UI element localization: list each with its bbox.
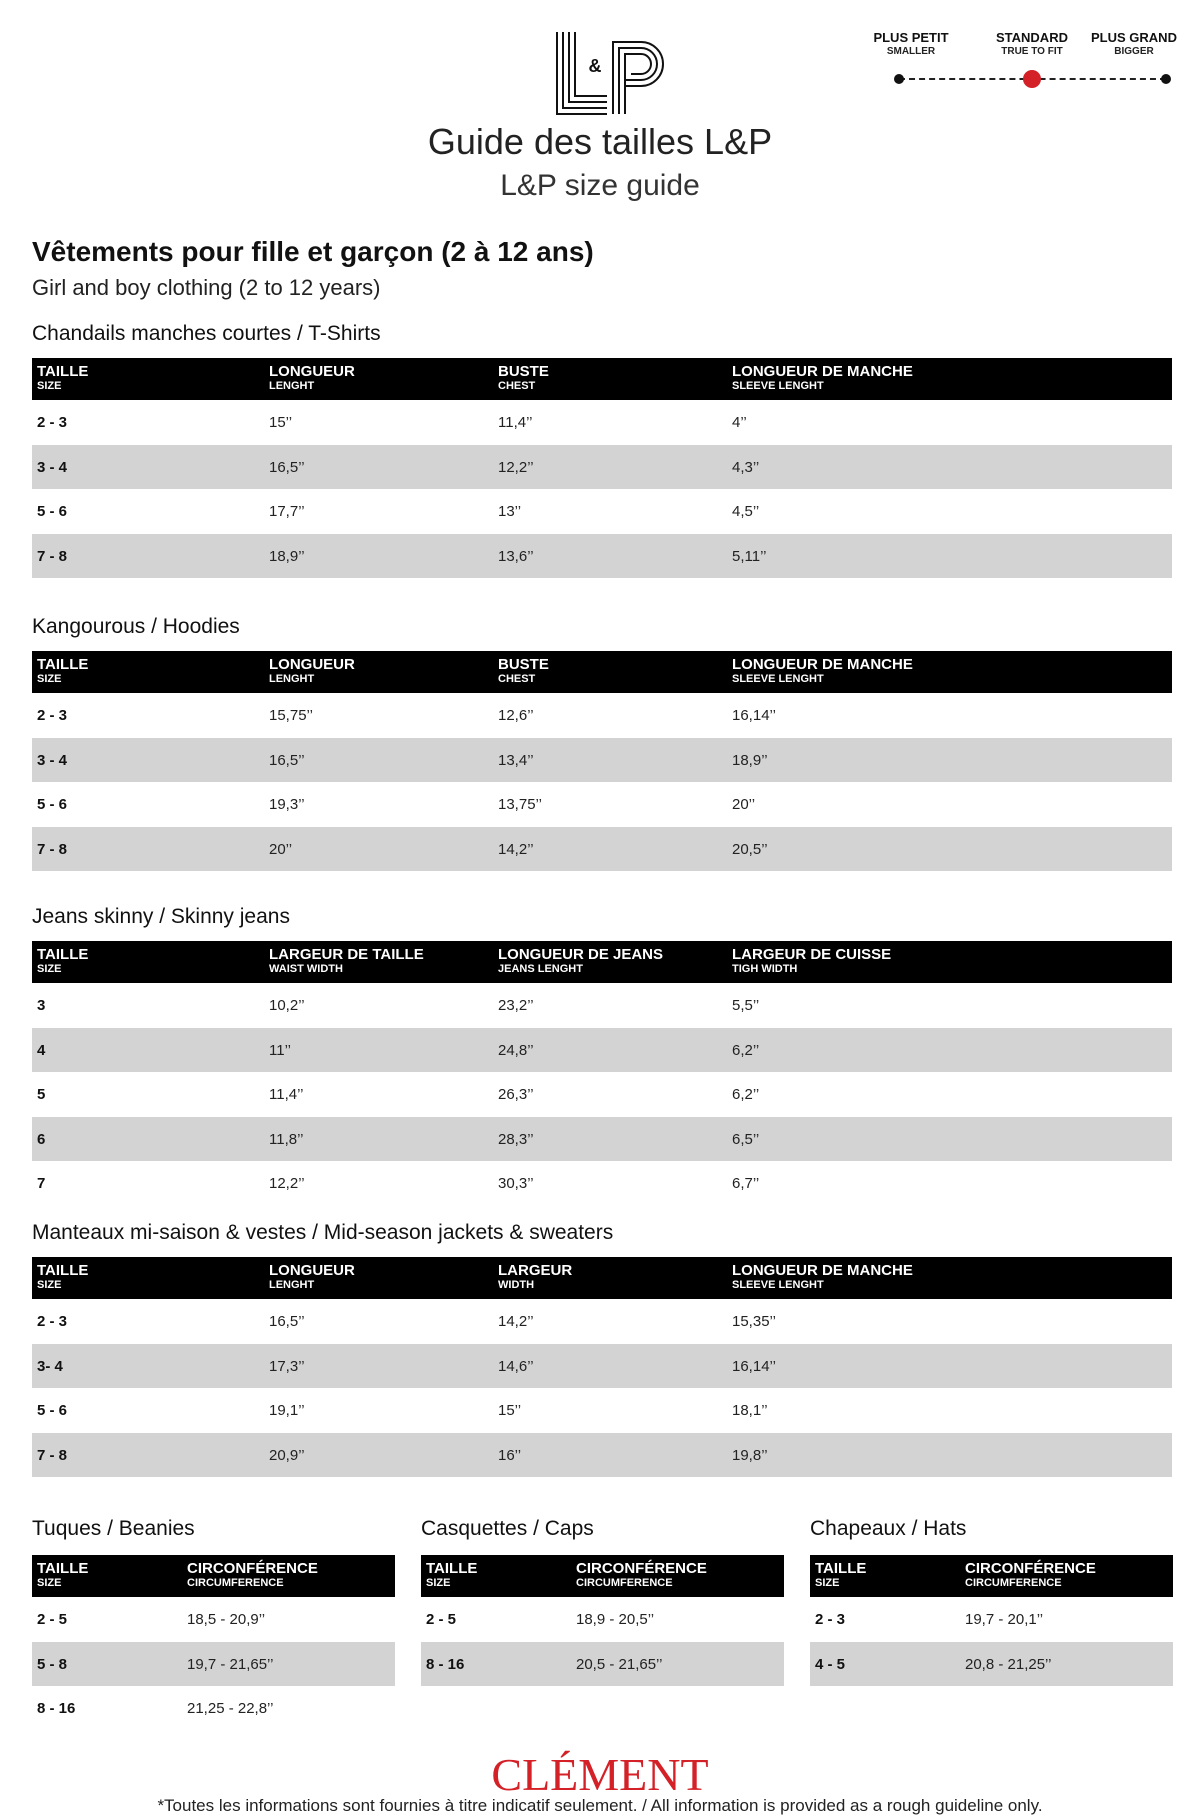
caps-table (421, 1555, 784, 1686)
lp-logo (555, 30, 665, 116)
value-cell: 15,35’’ (732, 1313, 776, 1330)
column-header-fr: CIRCONFÉRENCE (187, 1560, 318, 1577)
value-cell: 20,8 - 21,25’’ (965, 1655, 1052, 1673)
size-cell: 2 - 5 (37, 1611, 68, 1628)
jeans-table (32, 941, 1172, 1206)
value-cell: 6,7’’ (732, 1175, 760, 1192)
value-cell: 17,3’’ (269, 1357, 305, 1375)
table-row (32, 1433, 1172, 1478)
column-header-fr: TAILLE (426, 1560, 478, 1577)
column-header (37, 1560, 88, 1590)
hoodies-table (32, 651, 1172, 871)
value-cell: 11,8’’ (269, 1130, 304, 1148)
table-header (421, 1555, 784, 1597)
jackets-heading: Manteaux mi-saison & vestes / Mid-season jackets & sweaters (32, 1221, 614, 1244)
column-header-en: SLEEVE LENGHT (732, 673, 824, 685)
column-header (498, 946, 663, 976)
value-cell: 12,2’’ (498, 458, 534, 476)
column-header-fr: TAILLE (815, 1560, 867, 1577)
beanies-heading: Tuques / Beanies (32, 1517, 195, 1540)
value-cell: 20,5’’ (732, 840, 768, 858)
column-header (732, 946, 891, 976)
column-header (498, 1262, 572, 1292)
value-cell: 11,4’’ (498, 414, 533, 431)
table-header (32, 651, 1172, 693)
value-cell: 12,6’’ (498, 707, 534, 724)
value-cell: 19,8’’ (732, 1446, 768, 1464)
column-header-fr: LARGEUR DE TAILLE (269, 946, 424, 963)
clement-logo: CLÉMENT (491, 1749, 709, 1800)
value-cell: 19,1’’ (269, 1402, 305, 1419)
value-cell: 23,2’’ (498, 997, 534, 1014)
table-header (32, 358, 1172, 400)
column-header-en: LENGHT (269, 673, 315, 685)
size-cell: 3- 4 (37, 1357, 63, 1375)
column-header (269, 946, 424, 976)
table-row (810, 1597, 1173, 1642)
value-cell: 13,4’’ (498, 751, 534, 769)
column-header (37, 1262, 88, 1292)
size-cell: 4 (37, 1041, 46, 1059)
table-row (421, 1642, 784, 1687)
table-header (32, 1257, 1172, 1299)
value-cell: 18,9’’ (269, 547, 305, 565)
column-header-en: CHEST (498, 673, 536, 685)
value-cell: 18,5 - 20,9’’ (187, 1611, 266, 1628)
column-header-en: SLEEVE LENGHT (732, 1279, 824, 1291)
fit-label-bigger (1086, 30, 1182, 57)
column-header-en: CIRCUMFERENCE (576, 1577, 673, 1589)
value-cell: 28,3’’ (498, 1130, 534, 1148)
section-subtitle: Girl and boy clothing (2 to 12 years) (32, 275, 381, 300)
value-cell: 12,2’’ (269, 1175, 305, 1192)
column-header-fr: LONGUEUR (269, 363, 355, 380)
size-cell: 5 - 6 (37, 796, 68, 813)
column-header-en: CIRCUMFERENCE (965, 1577, 1062, 1589)
tshirts-table (32, 358, 1172, 578)
table-header (32, 941, 1172, 983)
table-row (32, 534, 1172, 579)
column-header (498, 656, 549, 686)
table-row (32, 1642, 395, 1687)
size-cell: 8 - 16 (37, 1700, 76, 1717)
size-cell: 2 - 3 (815, 1611, 846, 1628)
column-header-fr: TAILLE (37, 946, 89, 963)
hats-table (810, 1555, 1173, 1686)
column-header (187, 1560, 318, 1590)
page-title: Guide des tailles L&P (427, 121, 773, 162)
column-header-en: LENGHT (269, 380, 315, 392)
table-row (32, 1299, 1172, 1344)
column-header-fr: CIRCONFÉRENCE (965, 1560, 1096, 1577)
size-cell: 2 - 3 (37, 707, 68, 724)
table-row (32, 693, 1172, 738)
fit-dot-standard (1023, 70, 1041, 88)
page-subtitle: L&P size guide (500, 169, 700, 202)
value-cell: 6,2’’ (732, 1086, 760, 1103)
size-cell: 4 - 5 (815, 1655, 846, 1673)
column-header-en: SIZE (37, 1279, 62, 1291)
table-row (32, 1117, 1172, 1162)
table-row (32, 445, 1172, 490)
table-row (32, 1388, 1172, 1433)
size-cell: 7 - 8 (37, 840, 68, 858)
table-row (810, 1642, 1173, 1687)
value-cell: 14,2’’ (498, 1313, 534, 1330)
fit-label-standard (984, 30, 1080, 57)
column-header (269, 1262, 355, 1292)
table-row (32, 1344, 1172, 1389)
tshirts-heading: Chandails manches courtes / T-Shirts (32, 322, 381, 345)
column-header (732, 1262, 913, 1292)
fit-label-smaller (863, 30, 959, 57)
value-cell: 4,5’’ (732, 503, 760, 520)
value-cell: 16,5’’ (269, 751, 305, 769)
value-cell: 4,3’’ (732, 458, 760, 476)
column-header (426, 1560, 477, 1590)
value-cell: 5,11’’ (732, 547, 767, 565)
value-cell: 20’’ (269, 840, 293, 858)
size-cell: 3 - 4 (37, 751, 68, 769)
column-header (269, 363, 355, 393)
column-header-fr: TAILLE (37, 1560, 89, 1577)
column-header-fr: LONGUEUR DE MANCHE (732, 1262, 913, 1279)
fit-dot-smaller (894, 74, 904, 84)
size-cell: 3 - 4 (37, 458, 68, 476)
column-header-fr: LONGUEUR DE JEANS (498, 946, 664, 963)
column-header-fr: CIRCONFÉRENCE (576, 1560, 707, 1577)
table-row (32, 983, 1172, 1028)
fit-label-en: TRUE TO FIT (1001, 46, 1063, 57)
column-header-fr: TAILLE (37, 656, 89, 673)
value-cell: 6,2’’ (732, 1041, 760, 1059)
value-cell: 10,2’’ (269, 997, 305, 1014)
column-header-fr: LONGUEUR (269, 1262, 355, 1279)
section-title: Vêtements pour fille et garçon (2 à 12 ans) (32, 236, 594, 267)
value-cell: 20’’ (732, 796, 756, 813)
size-cell: 5 - 8 (37, 1655, 68, 1673)
value-cell: 19,7 - 20,1’’ (965, 1611, 1044, 1628)
footnote: *Toutes les informations sont fournies à titre indicatif seulement. / All information is provided as a rough guideline only. (157, 1796, 1043, 1815)
column-header-fr: LONGUEUR (269, 656, 355, 673)
table-row (32, 782, 1172, 827)
column-header-en: SIZE (37, 963, 62, 975)
value-cell: 6,5’’ (732, 1130, 760, 1148)
value-cell: 18,9 - 20,5’’ (576, 1611, 655, 1628)
column-header (37, 656, 88, 686)
size-cell: 7 - 8 (37, 547, 68, 565)
column-header-en: WAIST WIDTH (269, 963, 343, 975)
table-header (32, 1555, 395, 1597)
value-cell: 5,5’’ (732, 997, 760, 1014)
table-row (32, 1072, 1172, 1117)
size-cell: 2 - 3 (37, 1313, 68, 1330)
value-cell: 15’’ (498, 1402, 522, 1419)
table-row (32, 1161, 1172, 1206)
fit-label-en: BIGGER (1114, 46, 1154, 57)
column-header-en: SIZE (37, 380, 62, 392)
value-cell: 16,14’’ (732, 707, 776, 724)
value-cell: 14,2’’ (498, 840, 534, 858)
value-cell: 4’’ (732, 414, 747, 431)
fit-label-en: SMALLER (886, 46, 936, 57)
size-cell: 5 - 6 (37, 503, 68, 520)
hoodies-heading: Kangourous / Hoodies (32, 615, 240, 638)
column-header-fr: LONGUEUR DE MANCHE (732, 363, 913, 380)
value-cell: 20,9’’ (269, 1446, 305, 1464)
table-row (32, 1597, 395, 1642)
size-cell: 7 (37, 1175, 46, 1192)
column-header-en: CHEST (498, 380, 536, 392)
table-row (32, 738, 1172, 783)
value-cell: 21,25 - 22,8’’ (187, 1700, 274, 1717)
table-row (421, 1597, 784, 1642)
fit-scale (873, 30, 1180, 90)
hats-heading: Chapeaux / Hats (810, 1517, 967, 1540)
column-header-en: CIRCUMFERENCE (187, 1577, 284, 1589)
table-row (32, 1686, 395, 1731)
column-header (815, 1560, 866, 1590)
caps-heading: Casquettes / Caps (421, 1517, 594, 1540)
value-cell: 14,6’’ (498, 1357, 534, 1375)
column-header-fr: BUSTE (498, 363, 549, 380)
column-header-fr: BUSTE (498, 656, 549, 673)
fit-label-fr: STANDARD (996, 30, 1068, 45)
value-cell: 26,3’’ (498, 1086, 534, 1103)
size-cell: 6 (37, 1130, 46, 1148)
column-header-en: SIZE (426, 1577, 451, 1589)
column-header-en: SIZE (37, 673, 62, 685)
table-row (32, 400, 1172, 445)
column-header (965, 1560, 1096, 1590)
size-cell: 8 - 16 (426, 1655, 465, 1673)
table-row (32, 827, 1172, 872)
column-header (269, 656, 355, 686)
column-header-fr: TAILLE (37, 363, 89, 380)
size-cell: 2 - 5 (426, 1611, 457, 1628)
column-header (732, 363, 913, 393)
column-header-fr: LARGEUR (498, 1262, 573, 1279)
jackets-table (32, 1257, 1172, 1477)
jeans-heading: Jeans skinny / Skinny jeans (32, 905, 290, 928)
value-cell: 17,7’’ (269, 503, 305, 520)
value-cell: 13,75’’ (498, 796, 542, 813)
value-cell: 16’’ (498, 1446, 522, 1464)
fit-dot-bigger (1161, 74, 1171, 84)
column-header (576, 1560, 707, 1590)
column-header-fr: LARGEUR DE CUISSE (732, 946, 892, 963)
column-header-en: SIZE (815, 1577, 840, 1589)
column-header-fr: TAILLE (37, 1262, 89, 1279)
value-cell: 13,6’’ (498, 547, 534, 565)
value-cell: 13’’ (498, 503, 522, 520)
size-cell: 5 (37, 1086, 46, 1103)
value-cell: 15,75’’ (269, 707, 313, 724)
value-cell: 16,14’’ (732, 1357, 776, 1375)
table-row (32, 1028, 1172, 1073)
value-cell: 19,7 - 21,65’’ (187, 1655, 274, 1673)
fit-label-fr: PLUS GRAND (1091, 30, 1177, 45)
table-header (810, 1555, 1173, 1597)
fit-label-fr: PLUS PETIT (873, 30, 949, 45)
value-cell: 11,4’’ (269, 1086, 304, 1103)
column-header-en: LENGHT (269, 1279, 315, 1291)
value-cell: 16,5’’ (269, 1313, 305, 1330)
size-cell: 2 - 3 (37, 414, 68, 431)
column-header (732, 656, 913, 686)
value-cell: 15’’ (269, 414, 293, 431)
beanies-table (32, 1555, 395, 1731)
value-cell: 30,3’’ (498, 1175, 534, 1192)
column-header-en: SLEEVE LENGHT (732, 380, 824, 392)
column-header (498, 363, 549, 393)
size-cell: 3 (37, 997, 46, 1014)
table-row (32, 489, 1172, 534)
value-cell: 18,9’’ (732, 751, 768, 769)
column-header-en: TIGH WIDTH (732, 963, 798, 975)
column-header-fr: LONGUEUR DE MANCHE (732, 656, 913, 673)
value-cell: 11’’ (269, 1041, 291, 1059)
value-cell: 24,8’’ (498, 1041, 534, 1059)
column-header-en: SIZE (37, 1577, 62, 1589)
column-header-en: WIDTH (498, 1279, 535, 1291)
column-header (37, 363, 88, 393)
size-cell: 7 - 8 (37, 1446, 68, 1464)
column-header-en: JEANS LENGHT (498, 963, 583, 975)
column-header (37, 946, 88, 976)
svg-text:&: & (588, 56, 602, 76)
value-cell: 18,1’’ (732, 1402, 768, 1419)
value-cell: 19,3’’ (269, 796, 305, 813)
size-cell: 5 - 6 (37, 1402, 68, 1419)
value-cell: 16,5’’ (269, 458, 305, 476)
value-cell: 20,5 - 21,65’’ (576, 1655, 663, 1673)
